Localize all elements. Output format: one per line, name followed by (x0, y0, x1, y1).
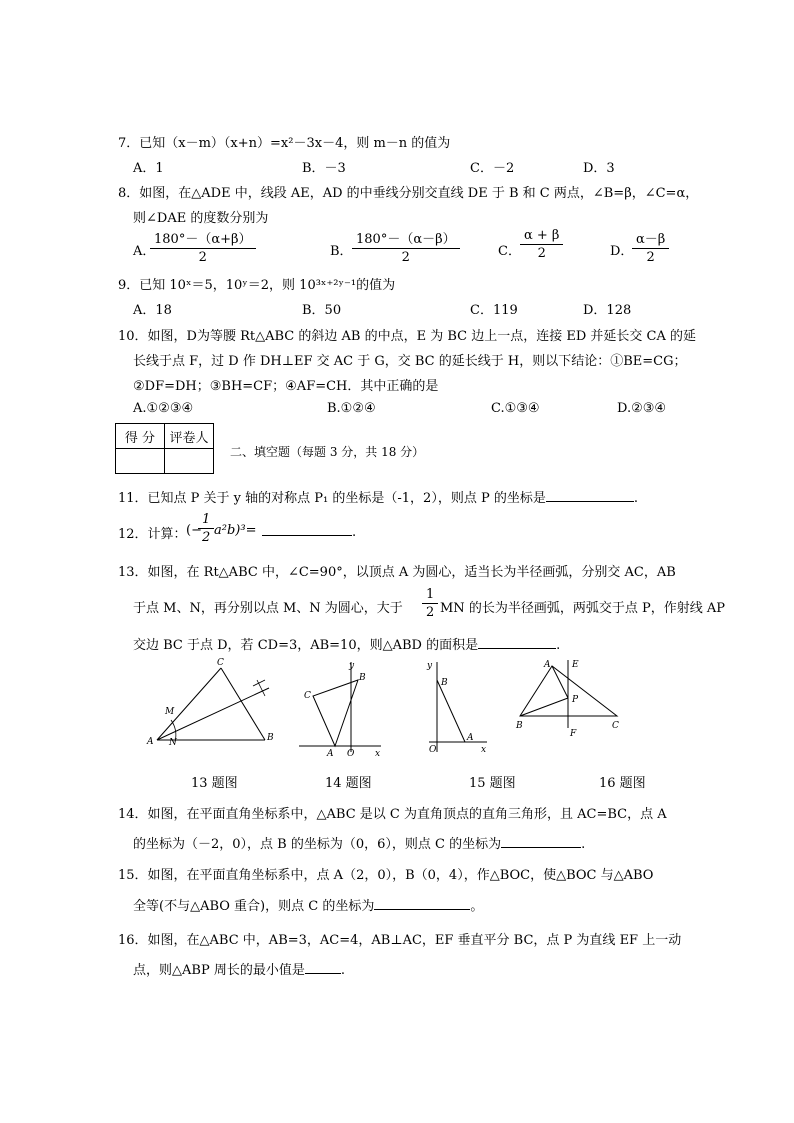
fig16-segment-ap (552, 666, 568, 698)
q10-option-d: D.②③④ (617, 401, 667, 416)
q11-stem (118, 487, 638, 506)
q16-answer-blank[interactable] (305, 961, 341, 974)
q8-stem-2: 则∠DAE 的度数分别为 (133, 211, 269, 226)
q13-text: 交边 BC 于点 D，若 CD=3，AB=10，则△ABD 的面积是 (133, 638, 479, 653)
figure-16 (510, 656, 630, 742)
q13-stem-1: 13．如图，在 Rt△ABC 中，∠C=90°，以顶点 A 为圆心，适当长为半径画弧，分别交 AC，AB (118, 565, 676, 580)
q8-option-a-num: 180°－（α+β） (150, 228, 256, 249)
q8-option-c-label: C． (498, 244, 521, 259)
q7-stem: 7．已知（x－m）（x+n）=x²－3x－4，则 m－n 的值为 (118, 136, 451, 151)
fig13-side-cb (221, 668, 265, 740)
q9-option-d: D．128 (583, 303, 632, 318)
fig15-label-x: x (481, 745, 487, 755)
q7-option-d: D．3 (583, 161, 615, 176)
q12-end: . (352, 525, 357, 540)
fig13-label-a: A (147, 737, 154, 747)
fig13-arc-marks (253, 680, 265, 696)
q10-stem-3: ②DF=DH；③BH=CF；④AF=CH．其中正确的是 (133, 379, 439, 394)
section-2-title: 二、填空题（每题 3 分，共 18 分） (230, 445, 425, 459)
q11-end: . (633, 491, 638, 506)
q15-answer-blank[interactable] (374, 897, 470, 910)
grader-header: 评卷人 (165, 424, 214, 449)
fig16-label-b: B (516, 721, 523, 731)
fig15-segment-ab (437, 680, 465, 742)
q8-option-c-fraction (520, 228, 563, 261)
q13-stem-3 (133, 634, 560, 653)
q8-option-d-den: 2 (646, 250, 655, 265)
q14-end: . (581, 837, 586, 852)
fig16-label-p: P (572, 695, 579, 705)
fig15-label-o: O (429, 745, 437, 755)
score-table (115, 423, 214, 474)
q9-option-b: B．50 (302, 303, 342, 318)
q12-label: 12．计算： (118, 527, 187, 542)
q16-stem-1: 16．如图，在△ABC 中，AB=3，AC=4，AB⊥AC，EF 垂直平分 BC，点 P 为直线 EF 上一动 (118, 933, 682, 948)
q13-frac-den: 2 (426, 605, 435, 620)
grader-cell[interactable] (165, 449, 214, 474)
q13-stem-2b: MN 的长为半径画弧，两弧交于点 P，作射线 AP (440, 601, 725, 616)
q12-expr-pre: (− (186, 523, 202, 538)
fig14-label-c: C (304, 691, 311, 701)
fig14-label-x: x (375, 749, 381, 759)
q7-option-b: B．－3 (302, 161, 346, 176)
fig15-caption: 15 题图 (469, 776, 516, 791)
q9-option-a: A．18 (133, 303, 172, 318)
figure-13 (145, 656, 280, 751)
q14-stem-1: 14．如图，在平面直角坐标系中，△ABC 是以 C 为直角顶点的直角三角形，且 AC=BC，点 A (118, 807, 667, 822)
q8-option-c-den: 2 (537, 246, 546, 261)
q13-end: . (556, 638, 561, 653)
fig13-side-ac (157, 668, 221, 740)
q12-frac-den: 2 (202, 530, 211, 545)
q9-option-c: C．119 (470, 303, 518, 318)
fig16-label-e: E (572, 660, 579, 670)
q8-option-a-fraction (150, 228, 256, 265)
q8-option-b-fraction (352, 228, 460, 265)
fig16-segment-bp (520, 698, 568, 716)
fig13-caption: 13 题图 (191, 776, 238, 791)
q8-stem-1: 8．如图，在△ADE 中，线段 AE，AD 的中垂线分别交直线 DE 于 B 和 C 两点，∠B=β，∠C=α， (118, 186, 699, 201)
q15-stem-2 (133, 895, 483, 914)
q11-answer-blank[interactable] (546, 489, 634, 502)
q10-stem-2: 长线于点 F，过 D 作 DH⊥EF 交 AC 于 G，交 BC 的延长线于 H，则以下结论：①BE=CG； (133, 354, 687, 369)
q12-expr-post: a²b)³= (214, 523, 257, 538)
fig16-caption: 16 题图 (599, 776, 646, 791)
q8-option-a-label: A． (133, 244, 156, 259)
fig14-label-a: A (327, 749, 334, 759)
q13-stem-2a: 于点 M、N，再分别以点 M、N 为圆心，大于 (133, 601, 403, 616)
fig14-label-b: B (359, 673, 366, 683)
q14-answer-blank[interactable] (501, 835, 581, 848)
score-cell[interactable] (116, 449, 165, 474)
q15-text: 全等(不与△ABO 重合)，则点 C 的坐标为 (133, 899, 375, 914)
fig16-label-c: C (612, 721, 619, 731)
figure-15 (425, 660, 490, 760)
q8-option-d-label: D． (610, 244, 634, 259)
q15-stem-1: 15．如图，在平面直角坐标系中，点 A（2，0），B（0，4），作△BOC，使△BOC 与△ABO (118, 868, 654, 883)
fig16-label-a: A (544, 660, 551, 670)
q13-fraction (422, 587, 438, 620)
q13-frac-num: 1 (422, 587, 438, 604)
q8-option-b-den: 2 (401, 250, 410, 265)
q14-stem-2 (133, 833, 585, 852)
fig13-label-m: M (165, 707, 175, 717)
q16-text: 点，则△ABP 周长的最小值是 (133, 963, 305, 978)
score-header: 得 分 (116, 424, 165, 449)
q7-option-c: C．－2 (470, 161, 515, 176)
figure-14 (295, 660, 385, 760)
fig13-label-b: B (267, 733, 274, 743)
q10-option-c: C.①③④ (491, 401, 540, 416)
q9-stem: 9．已知 10ˣ＝5，10ʸ＝2，则 10³ˣ⁺²ʸ⁻¹的值为 (118, 278, 396, 293)
fig14-label-o: O (347, 749, 355, 759)
q16-stem-2 (133, 959, 345, 978)
q8-option-b-label: B． (330, 244, 353, 259)
fig13-label-c: C (217, 658, 224, 668)
fig16-label-f: F (570, 729, 577, 739)
q8-option-d-num: α－β (632, 228, 669, 249)
q14-text: 的坐标为（－2，0），点 B 的坐标为（0，6），则点 C 的坐标为 (133, 837, 502, 852)
q8-option-d-fraction (632, 228, 669, 265)
q8-option-b-num: 180°－（α－β） (352, 228, 460, 249)
q12-frac-num: 1 (198, 512, 214, 529)
fig15-label-b: B (441, 678, 448, 688)
q10-stem-1: 10．如图，D为等腰 Rt△ABC 的斜边 AB 的中点，E 为 BC 边上一点，连接 ED 并延长交 CA 的延 (118, 329, 696, 344)
q7-option-a: A．1 (133, 161, 164, 176)
q10-option-b: B.①②④ (327, 401, 376, 416)
q13-answer-blank[interactable] (478, 636, 556, 649)
q8-option-c-num: α + β (520, 228, 563, 245)
fig13-label-n: N (169, 738, 177, 748)
fig15-label-a: A (467, 733, 474, 743)
q10-option-a: A.①②③④ (133, 401, 194, 416)
q15-end: 。 (470, 899, 484, 914)
fig15-label-y: y (427, 661, 433, 671)
q8-option-a-den: 2 (198, 250, 207, 265)
q16-end: . (340, 963, 345, 978)
q12-answer-blank[interactable] (262, 523, 352, 536)
q12-answer (262, 523, 356, 540)
fig14-label-y: y (349, 661, 355, 671)
q12-fraction (198, 512, 214, 545)
q11-text: 11．已知点 P 关于 y 轴的对称点 P₁ 的坐标是（-1，2），则点 P 的坐标是 (118, 491, 546, 506)
fig14-caption: 14 题图 (325, 776, 372, 791)
